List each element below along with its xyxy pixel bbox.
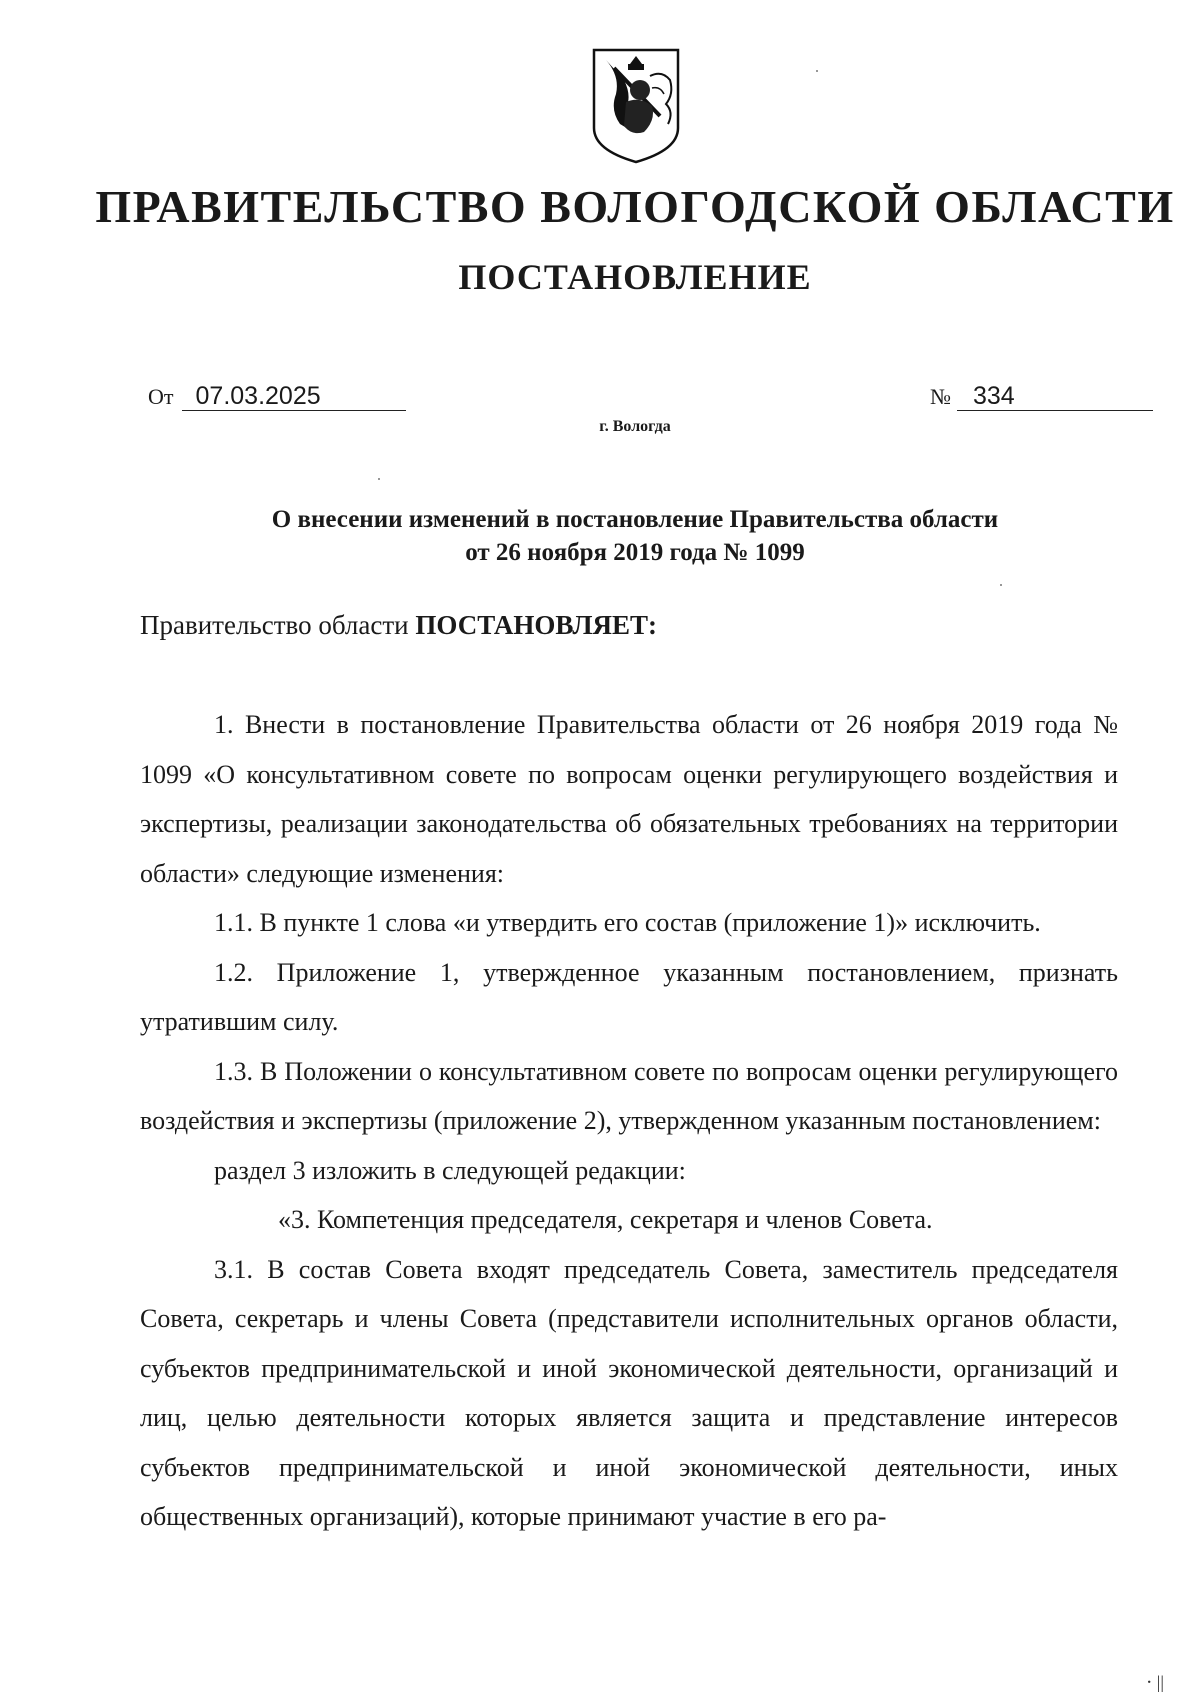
document-type: ПОСТАНОВЛЕНИЕ bbox=[458, 257, 812, 297]
number-prefix: № bbox=[930, 384, 951, 409]
paragraph-1-2: 1.2. Приложение 1, утвержденное указанным постановлением, признать утратившим силу. bbox=[140, 957, 1118, 1036]
document-number: 334 bbox=[957, 382, 1153, 411]
scan-corner-mark: ⋅ || bbox=[1146, 1672, 1164, 1692]
subject-line-1: О внесении изменений в постановление Правительства области bbox=[271, 506, 999, 533]
scan-speck bbox=[378, 478, 380, 480]
paragraph-section: раздел 3 изложить в следующей редакции: bbox=[214, 1155, 686, 1185]
paragraph-1-1: 1.1. В пункте 1 слова «и утвердить его состав (приложение 1)» исключить. bbox=[214, 908, 1041, 937]
document-subject bbox=[0, 503, 1200, 569]
scan-speck bbox=[816, 70, 818, 72]
coat-of-arms-icon bbox=[590, 46, 682, 166]
date-field bbox=[148, 382, 406, 411]
preamble-emphasis: ПОСТАНОВЛЯЕТ: bbox=[415, 610, 657, 640]
subject-line-2: от 26 ноября 2019 года № 1099 bbox=[465, 539, 805, 566]
city-label: г. Вологда bbox=[599, 418, 671, 435]
paragraph-1: 1. Внести в постановление Правительства области от 26 ноября 2019 года № 1099 «О консультативном совете по вопросам оценки регулирующего воздействия и экспертизы, реализации законодательства об обязательных требованиях на территории области» следующие изменения: bbox=[140, 710, 1118, 888]
scan-speck bbox=[1000, 584, 1002, 586]
government-title: ПРАВИТЕЛЬСТВО ВОЛОГОДСКОЙ ОБЛАСТИ bbox=[95, 181, 1175, 232]
paragraph-quote-heading: «3. Компетенция председателя, секретаря и членов Совета. bbox=[278, 1205, 933, 1234]
document-body bbox=[140, 700, 1118, 1542]
paragraph-3-1: 3.1. В состав Совета входят председатель Совета, заместитель председателя Совета, секретарь и члены Совета (представители исполнительных органов области, субъектов предпринимательской и иной экономической деятельности, организаций и лиц, целью деятельности которых является защита и представление интересов субъектов предпринимательской и иной экономической деятельности, иных общественных организаций), которые принимают участие в его ра- bbox=[140, 1254, 1118, 1531]
preamble-text: Правительство области bbox=[140, 610, 409, 640]
date-prefix: От bbox=[148, 384, 174, 409]
document-date: 07.03.2025 bbox=[182, 382, 406, 411]
number-field bbox=[930, 382, 1153, 411]
preamble bbox=[140, 610, 657, 641]
paragraph-1-3: 1.3. В Положении о консультативном совете по вопросам оценки регулирующего воздействия и экспертизы (приложение 2), утвержденном указанным постановлением: bbox=[140, 1056, 1118, 1135]
